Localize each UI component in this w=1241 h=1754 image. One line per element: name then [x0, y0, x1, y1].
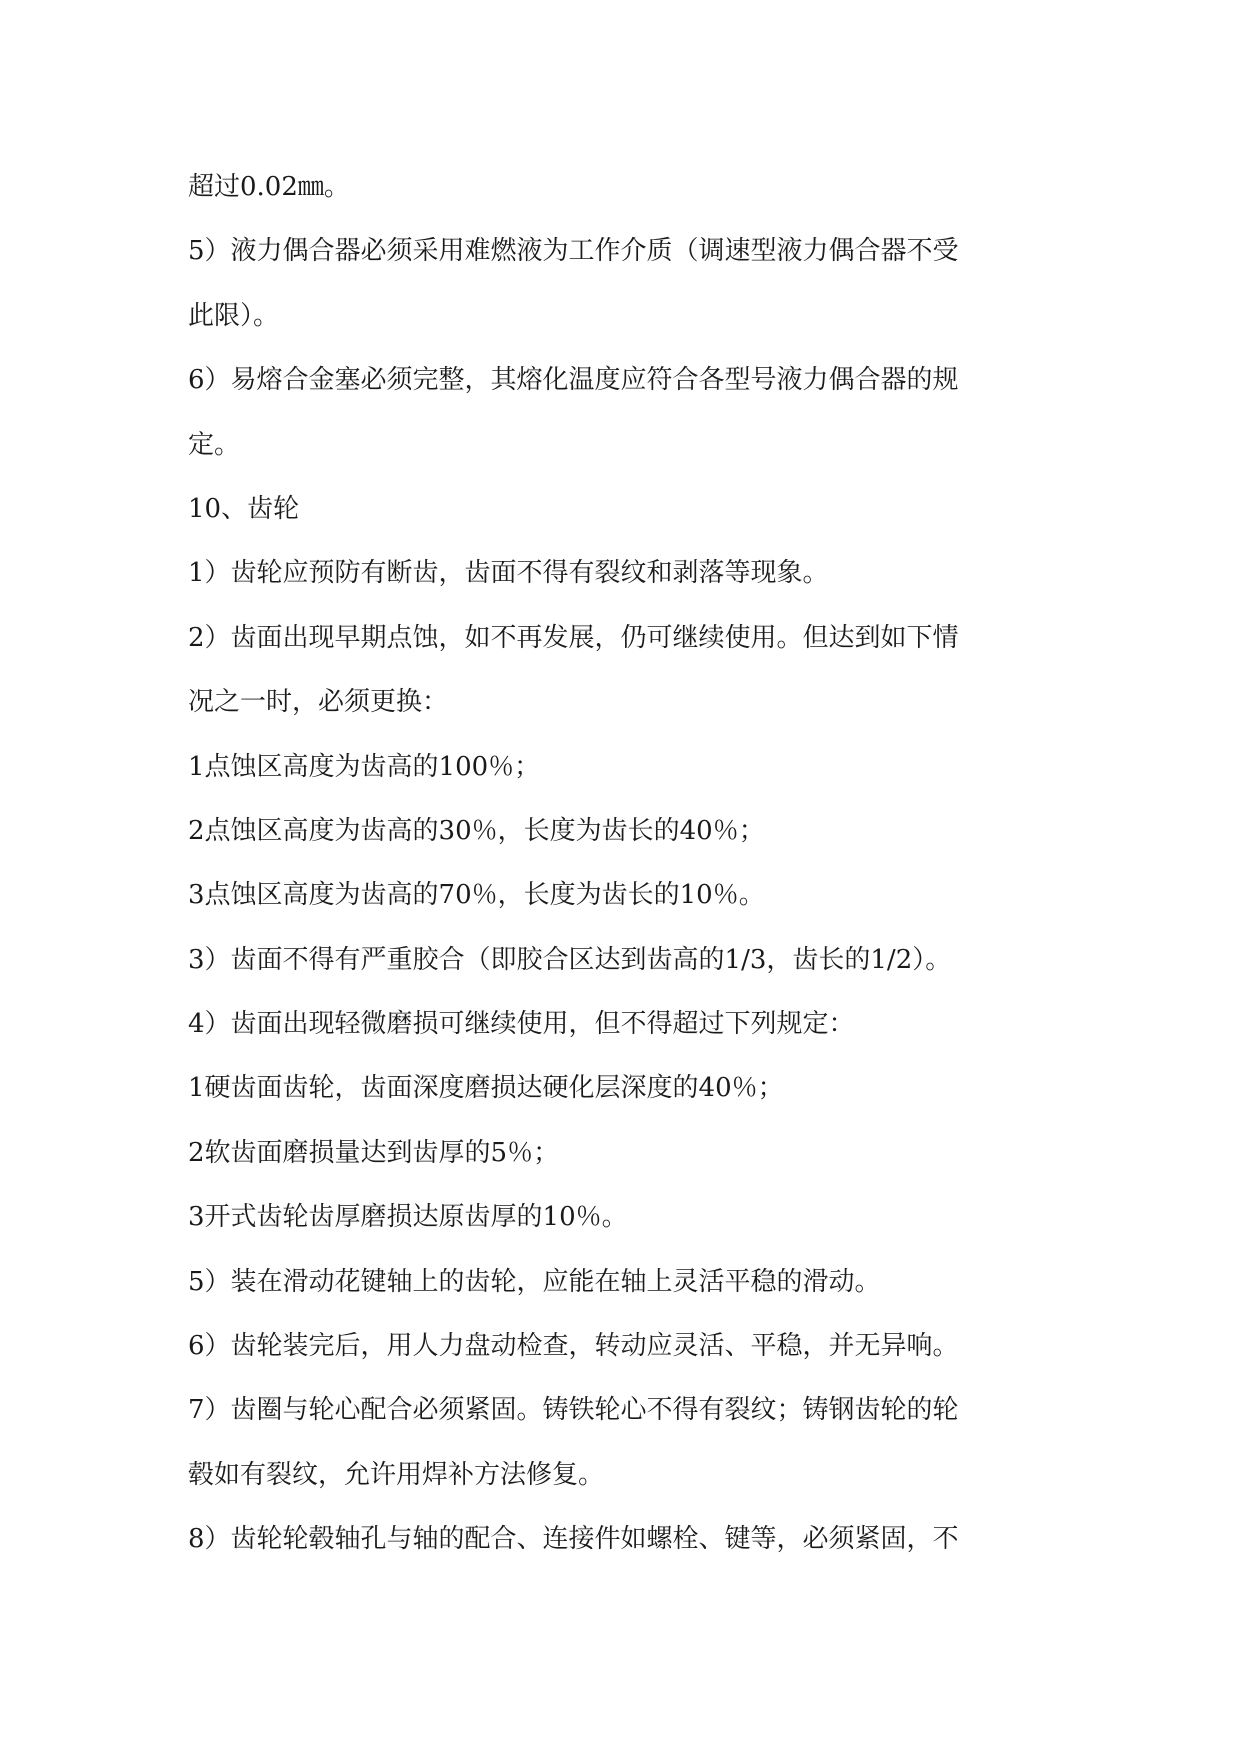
text-line: 3点蚀区高度为齿高的70％，长度为齿长的10％。 [188, 880, 765, 911]
text-line: 5）装在滑动花键轴上的齿轮，应能在轴上灵活平稳的滑动。 [188, 1266, 881, 1297]
text-line: 6）易熔合金塞必须完整，其熔化温度应符合各型号液力偶合器的规 [188, 365, 959, 396]
text-line: 2）齿面出现早期点蚀，如不再发展，仍可继续使用。但达到如下情 [188, 622, 959, 653]
text-line: 2软齿面磨损量达到齿厚的5％； [188, 1137, 560, 1168]
document-body [188, 155, 1068, 1572]
text-line: 3）齿面不得有严重胶合（即胶合区达到齿高的1/3，齿长的1/2）。 [188, 944, 952, 975]
text-line: 2点蚀区高度为齿高的30％，长度为齿长的40％； [188, 815, 765, 846]
text-line: 3开式齿轮齿厚磨损达原齿厚的10％。 [188, 1202, 628, 1233]
text-line: 此限）。 [188, 300, 280, 331]
section-heading: 10、齿轮 [188, 493, 300, 524]
text-line: 1硬齿面齿轮，齿面深度磨损达硬化层深度的40％； [188, 1073, 784, 1104]
text-line: 1点蚀区高度为齿高的100％； [188, 751, 541, 782]
text-line: 况之一时，必须更换： [188, 687, 449, 718]
text-line: 4）齿面出现轻微磨损可继续使用，但不得超过下列规定： [188, 1009, 855, 1040]
text-line: 5）液力偶合器必须采用难燃液为工作介质（调速型液力偶合器不受 [188, 236, 959, 267]
text-line: 6）齿轮装完后，用人力盘动检查，转动应灵活、平稳，并无异响。 [188, 1331, 959, 1362]
text-line: 1）齿轮应预防有断齿，齿面不得有裂纹和剥落等现象。 [188, 558, 829, 589]
text-line: 定。 [188, 429, 241, 460]
text-line: 8）齿轮轮毂轴孔与轴的配合、连接件如螺栓、键等，必须紧固，不 [188, 1524, 959, 1555]
text-line: 毂如有裂纹，允许用焊补方法修复。 [188, 1459, 605, 1490]
text-line: 超过0.02㎜。 [188, 172, 350, 202]
text-line: 7）齿圈与轮心配合必须紧固。铸铁轮心不得有裂纹；铸钢齿轮的轮 [188, 1395, 959, 1426]
